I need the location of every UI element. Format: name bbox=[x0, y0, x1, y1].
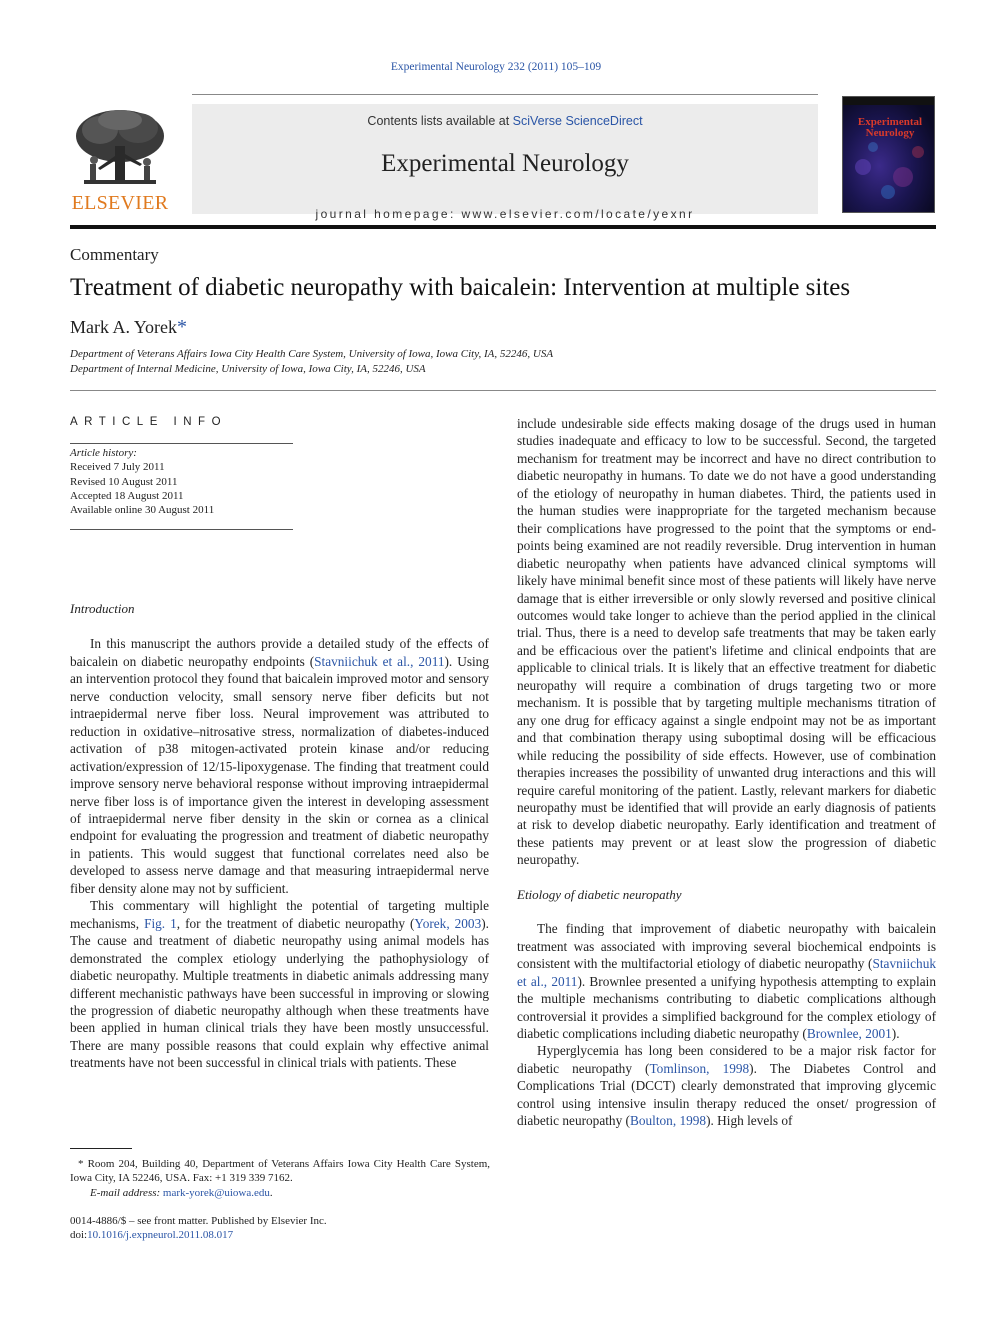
footnote-address: Room 204, Building 40, Department of Veterans Affairs Iowa City Health Care System, Iowa City, IA 52246, USA. Fax: +1 319 339 7162. bbox=[70, 1158, 491, 1185]
sciencedirect-link[interactable]: SciVerse ScienceDirect bbox=[512, 114, 643, 128]
cover-title: Experimental Neurology bbox=[857, 116, 923, 139]
article-title: Treatment of diabetic neuropathy with baicalein: Intervention at multiple sites bbox=[70, 274, 851, 301]
article-type: Commentary bbox=[70, 245, 159, 264]
citation-link[interactable]: Tomlinson, 1998 bbox=[649, 1060, 750, 1076]
affiliation-2: Department of Internal Medicine, University of Iowa, Iowa City, IA, 52246, USA bbox=[70, 363, 426, 375]
author-name: Mark A. Yorek bbox=[70, 317, 178, 337]
article-info-rule-bottom bbox=[70, 529, 293, 530]
citation-link[interactable]: Stavniichuk et al., 2011 bbox=[314, 653, 445, 669]
accepted-date: Accepted 18 August 2011 bbox=[70, 489, 184, 502]
p5-text-c: ). High levels of bbox=[706, 1113, 793, 1129]
paragraph-4 bbox=[517, 920, 936, 1042]
front-matter bbox=[70, 1214, 327, 1243]
affiliation-1: Department of Veterans Affairs Iowa City Health Care System, University of Iowa, Iowa City, IA, 52246, USA bbox=[70, 348, 554, 360]
citation-link[interactable]: Yorek, 2003 bbox=[414, 915, 482, 931]
journal-title: Experimental Neurology bbox=[381, 150, 629, 177]
journal-citation[interactable]: Experimental Neurology 232 (2011) 105–109 bbox=[390, 61, 602, 73]
article-info-heading: ARTICLE INFO bbox=[70, 416, 228, 428]
footnote-mark: * bbox=[78, 1158, 84, 1170]
citation-link[interactable]: Brownlee, 2001 bbox=[806, 1025, 892, 1041]
p2-text-c: ). The cause and treatment of diabetic neuropathy using animal models has demonstrated the complex etiology underlying the pathophysiology of diabetic neuropathy. Multiple treatments in diabetic animals addressing many different mechanistic pathways have been successful in improving or slowing the progression of diabetic neuropathy although when these treatments have been applied in human clinical trials they have been mostly unsuccessful. There are many possible reasons that could explain why effective animal treatments have not been successful in clinical trials with patients. These bbox=[70, 915, 489, 1071]
banner-rule bbox=[192, 94, 818, 95]
journal-banner bbox=[192, 104, 818, 221]
affiliation-divider bbox=[70, 390, 936, 391]
doi-label: doi: bbox=[70, 1229, 88, 1242]
p2-text-a: This commentary will highlight the potential of targeting multiple mechanisms, bbox=[70, 898, 489, 931]
paragraph-1 bbox=[70, 635, 489, 897]
p1-text-a: In this manuscript the authors provide a detailed study of the effects of baicalein on diabetic neuropathy endpoints ( bbox=[70, 636, 489, 669]
footnote-address-line bbox=[70, 1157, 490, 1186]
journal-homepage[interactable]: journal homepage: www.elsevier.com/locate/yexnr bbox=[315, 207, 695, 221]
p4-text-a: The finding that improvement of diabetic neuropathy with baicalein treatment was associated with improving several biochemical endpoints is consistent with the multifactorial etiology of diabetic neuropathy ( bbox=[517, 921, 936, 972]
journal-cover-image bbox=[842, 96, 935, 213]
paragraph-3: include undesirable side effects making dosage of the drugs used in human studies inadequate and efficacy to low to be successful. Second, the targeted mechanism for treatment may be incorrect and have no direct contribution to diabetic neuropathy in humans. To date we do not have a good understanding of the etiology of neuropathy in human diabetes. Third, the patients used in the human studies were inappropriate for the targeted mechanism because their complications have progressed to the point that the symptoms or end-points being examined are not readily reversible. Drug intervention in human diabetic neuropathy when patients have advanced clinical symptoms will likely have minimal benefit since most of these patients will likely have nerve damage that is either irreversible or only slowly reversed and positive clinical outcomes would take longer to achieve than the period applied in the clinical trial. Thus, there is a need to develop safe treatments that may be taken early and be efficacious over the patient's lifetime and clinical endpoints that are applicable to clinical trials. It is likely that an effective treatment for diabetic neuropathy will require a combination of drugs targeting two or more mechanism. It is possible that by targeting multiple mechanisms titration of any one drug for efficacy against a single endpoint may not be as important and that combination therapy using suboptimal dosing will be efficacious while reducing the possibility of side effects. However, use of combination therapies increases the possibility of unwanted drug interactions and this will require careful monitoring of the patient. Lastly, relevant markers for diabetic neuropathy must be identified that will provide an early diagnosis of patients at risk to develop diabetic neuropathy. Early identification and treatment of these patients may prevent or at least slow the progression of diabetic neuropathy. bbox=[517, 416, 936, 868]
etiology-heading: Etiology of diabetic neuropathy bbox=[517, 886, 682, 902]
online-date: Available online 30 August 2011 bbox=[70, 504, 215, 517]
cover-texture bbox=[843, 97, 935, 213]
issn-line: 0014-4886/$ – see front matter. Published by Elsevier Inc. bbox=[70, 1215, 327, 1227]
p4-text-c: ). bbox=[891, 1025, 900, 1041]
masthead bbox=[70, 94, 936, 222]
author-footnote-mark[interactable]: * bbox=[177, 316, 188, 338]
history-label: Article history: bbox=[70, 447, 137, 459]
introduction-heading: Introduction bbox=[70, 601, 135, 616]
contents-line bbox=[192, 114, 818, 128]
p5-text-a: Hyperglycemia has long been considered to be a major risk factor for diabetic neuropathy ( bbox=[517, 1043, 936, 1076]
doi-link[interactable]: 10.1016/j.expneurol.2011.08.017 bbox=[87, 1229, 234, 1242]
article-info-rule-top bbox=[70, 443, 293, 444]
p2-text-b: , for the treatment of diabetic neuropathy ( bbox=[176, 915, 415, 931]
email-label: E-mail address: bbox=[90, 1186, 161, 1199]
received-date: Received 7 July 2011 bbox=[70, 461, 165, 474]
doi-line bbox=[70, 1228, 327, 1242]
revised-date: Revised 10 August 2011 bbox=[70, 475, 178, 488]
figure-link[interactable]: Fig. 1 bbox=[144, 915, 177, 931]
paragraph-2 bbox=[70, 897, 489, 1072]
email-link[interactable]: mark-yorek@uiowa.edu bbox=[162, 1186, 270, 1199]
footnote-email-line bbox=[70, 1186, 490, 1200]
body-right-column bbox=[517, 415, 936, 1130]
article-history bbox=[70, 446, 214, 517]
author-line bbox=[70, 316, 187, 339]
p5-text-b: ). The Diabetes Control and Complications Trial (DCCT) clearly demonstrated that improving glycemic control using intensive insulin therapy reduced the onset/ progression of diabetic neuropathy ( bbox=[517, 1060, 936, 1129]
elsevier-wordmark: ELSEVIER bbox=[71, 192, 169, 214]
corresponding-author-footnote bbox=[70, 1157, 490, 1200]
body-left-column bbox=[70, 600, 489, 1072]
citation-link[interactable]: Stavniichuk et al., 2011 bbox=[517, 956, 936, 989]
header-divider bbox=[70, 225, 936, 229]
email-end: . bbox=[269, 1186, 273, 1199]
footnote-rule bbox=[70, 1148, 132, 1149]
citation-link[interactable]: Boulton, 1998 bbox=[629, 1113, 707, 1129]
paragraph-5 bbox=[517, 1042, 936, 1129]
p4-text-b: ). Brownlee presented a unifying hypothesis attempting to explain the multiple mechanisms contributing to diabetic complications although controversial it provides a simplified background for the complex etiology of diabetic complications including diabetic neuropathy ( bbox=[517, 973, 936, 1041]
contents-prefix: Contents lists available at bbox=[367, 114, 513, 128]
p1-text-b: ). Using an intervention protocol they found that baicalein improved motor and sensory nerve conduction velocity, small sensory nerve fiber deficits but not intraepidermal nerve fiber loss. Neural improvement was attributed to reduction in oxidative–nitrosative stress, normalization of diabetes-induced activation of p38 mitogen-activated protein kinase and/or reducing activation/expression of 12/15-lipoxygenase. The finding that treatment could improve sensory nerve behavioral response without improving intraepidermal nerve fiber loss is of importance given the interest in developing assessment of intraepidermal nerve fiber density in the skin or cornea as a clinical endpoint for evaluating the progression and treatment of diabetic neuropathy in patients. This would suggest that functional correlates need also be developed to assess nerve damage and that measuring intraepidermal nerve fiber density alone may not by sufficient. bbox=[70, 653, 489, 896]
